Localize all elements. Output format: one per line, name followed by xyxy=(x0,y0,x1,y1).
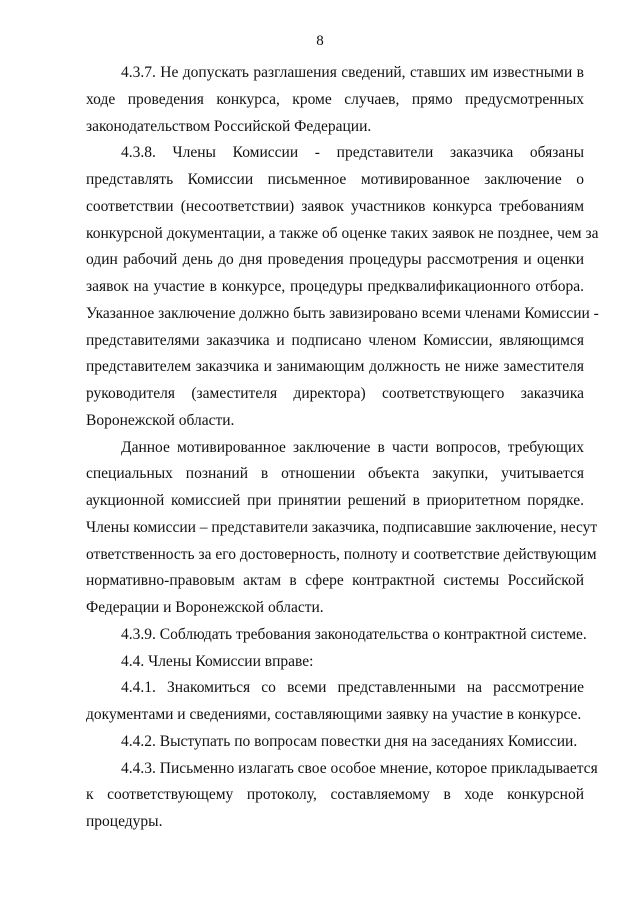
text-line: 4.3.9. Соблюдать требования законодательства о контрактной системе. xyxy=(121,625,587,643)
document-body xyxy=(86,60,599,836)
text-line: процедуры. xyxy=(86,813,163,830)
paragraph-4-4-3 xyxy=(86,756,598,836)
text-line: 4.4.3. Письменно излагать свое особое мнение, которое прикладывается xyxy=(121,759,598,777)
text-line: Воронежской области. xyxy=(86,411,235,429)
text-line: один рабочий день до дня проведения процедуры рассмотрения и оценки xyxy=(86,251,584,269)
text-line: к соответствующему протоколу, составляемому в ходе конкурсной xyxy=(86,786,584,804)
paragraph-4-3-8 xyxy=(86,140,599,434)
text-line: законодательством Российской Федерации. xyxy=(86,117,372,135)
text-line: специальных познаний в отношении объекта закупки, учитывается xyxy=(86,465,584,483)
paragraph-4-3-7 xyxy=(86,60,584,140)
paragraph-4-4-1 xyxy=(86,675,584,729)
text-line: 4.4.2. Выступать по вопросам повестки дня на заседаниях Комиссии. xyxy=(121,732,578,750)
paragraph-4-4 xyxy=(86,649,584,676)
text-line: представителями заказчика и подписано членом Комиссии, являющимся xyxy=(86,331,584,349)
text-line: Члены комиссии – представители заказчика, подписавшие заключение, несут xyxy=(86,518,598,536)
text-line: Данное мотивированное заключение в части вопросов, требующих xyxy=(121,438,584,456)
text-line: Федерации и Воронежской области. xyxy=(86,599,324,616)
text-line: соответствии (несоответствии) заявок участников конкурса требованиям xyxy=(86,197,584,215)
text-line: документами и сведениями, составляющими заявку на участие в конкурсе. xyxy=(86,706,582,723)
text-line: заявок на участие в конкурсе, процедуры предквалификационного отбора. xyxy=(86,278,584,295)
text-line: аукционной комиссией при принятии решений в приоритетном порядке. xyxy=(86,492,584,509)
text-line: 4.3.7. Не допускать разглашения сведений, ставших им известными в xyxy=(121,64,584,81)
paragraph-4-4-2 xyxy=(86,729,584,756)
text-line: 4.4. Члены Комиссии вправе: xyxy=(121,652,314,670)
paragraph-4-3-9 xyxy=(86,622,587,649)
text-line: 4.4.1. Знакомиться со всеми представленными на рассмотрение xyxy=(121,679,584,697)
text-line: Указанное заключение должно быть завизировано всеми членами Комиссии - xyxy=(86,304,599,322)
text-line: представлять Комиссии письменное мотивированное заключение о xyxy=(86,171,584,188)
paragraph-reasoned-conclusion xyxy=(86,435,598,622)
text-line: конкурсной документации, а также об оценке таких заявок не позднее, чем за xyxy=(86,224,599,242)
text-line: представителем заказчика и занимающим должность не ниже заместителя xyxy=(86,358,584,376)
text-line: ходе проведения конкурса, кроме случаев, прямо предусмотренных xyxy=(86,90,584,108)
page-number: 8 xyxy=(316,33,324,49)
text-line: руководителя (заместителя директора) соответствующего заказчика xyxy=(86,385,584,402)
text-line: ответственность за его достоверность, полноту и соответствие действующим xyxy=(86,545,597,563)
text-line: нормативно-правовым актам в сфере контрактной системы Российской xyxy=(86,572,584,590)
text-line: 4.3.8. Члены Комиссии - представители заказчика обязаны xyxy=(121,144,584,162)
